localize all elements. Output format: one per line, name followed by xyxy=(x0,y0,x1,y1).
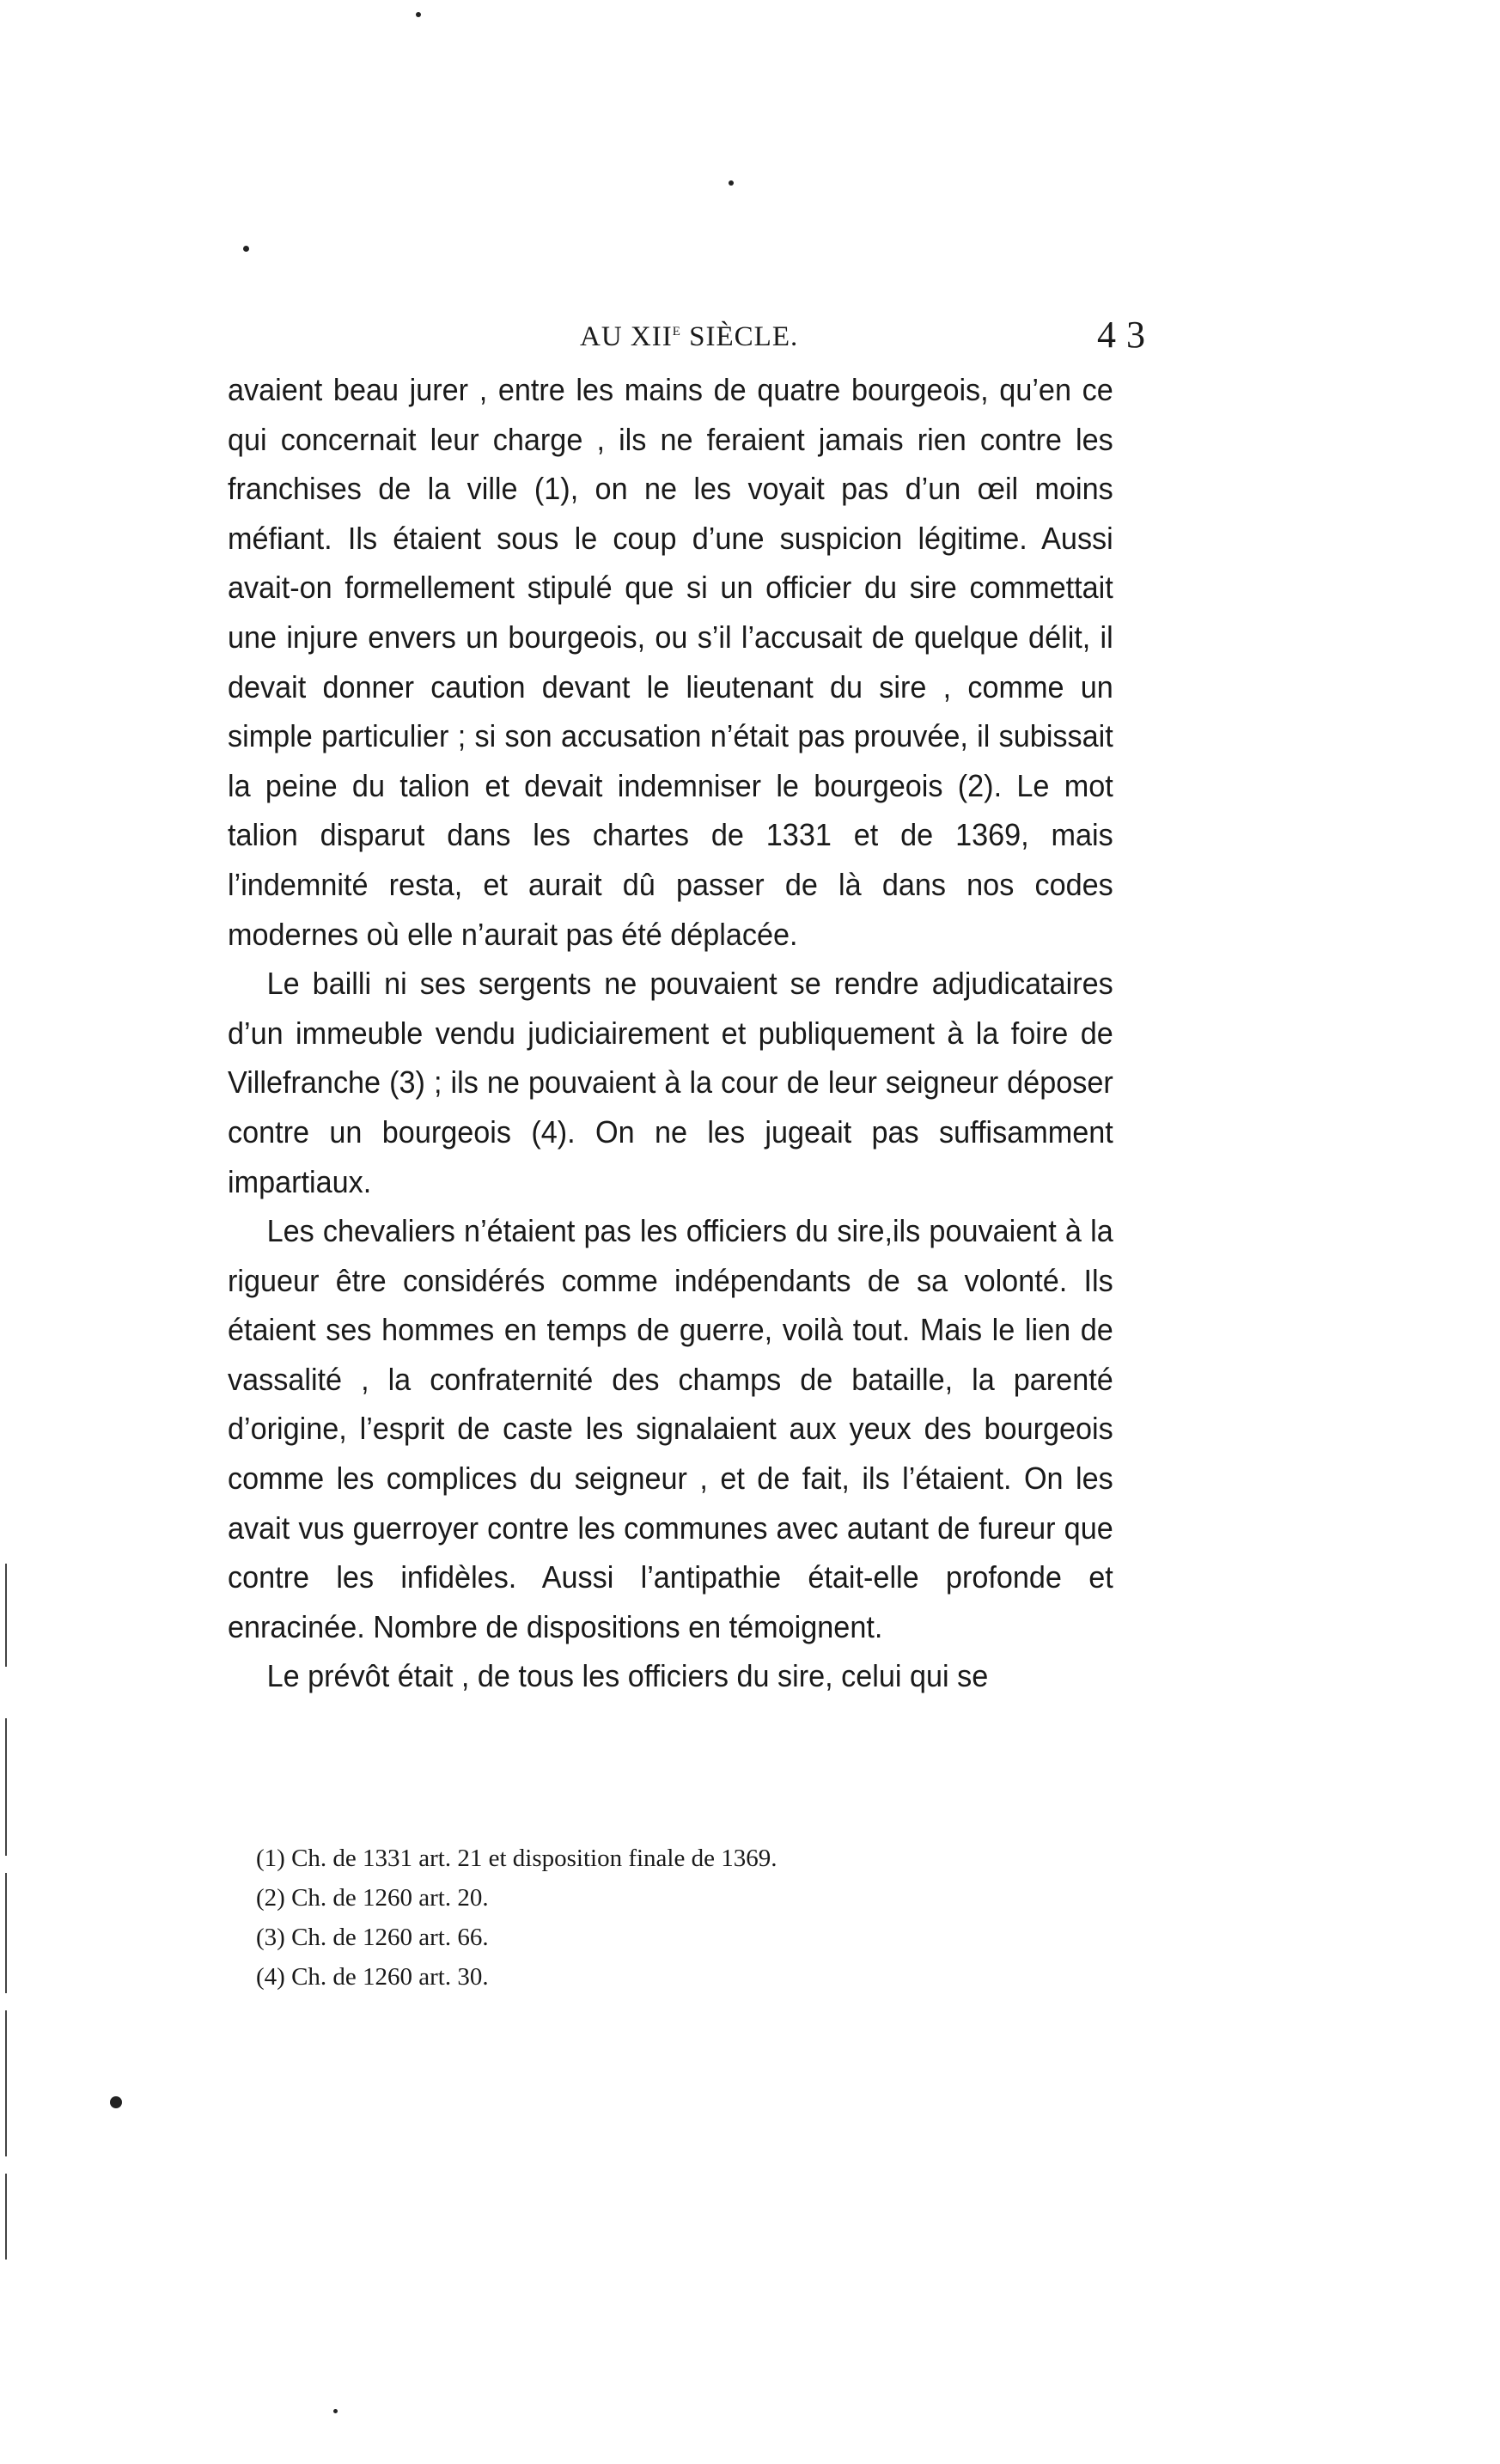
scan-speck xyxy=(729,180,734,186)
scan-speck xyxy=(243,246,249,252)
page-number: 43 xyxy=(1097,314,1155,356)
footnote-1: (1) Ch. de 1331 art. 21 et disposition finale de 1369. xyxy=(256,1845,777,1872)
footnote-3: (3) Ch. de 1260 art. 66. xyxy=(256,1924,489,1951)
footnote-4: (4) Ch. de 1260 art. 30. xyxy=(256,1963,489,1991)
paragraph-bailli: Le bailli ni ses sergents ne pouvaient se rendre adjudicataires d’un immeuble vendu judiciairement et publiquement à la foire de Villefranche (3) ; ils ne pouvaient à la cour de leur seigneur déposer contre un bourgeois (4). On ne les jugeait pas suffisamment impartiaux. xyxy=(228,966,1113,1199)
scan-edge-line xyxy=(5,2010,7,2156)
running-title-text: AU XII xyxy=(580,321,673,352)
paragraph-chevaliers: Les chevaliers n’étaient pas les officiers du sire,ils pouvaient à la rigueur être considérés comme indépendants de sa volonté. Ils étaient ses hommes en temps de guerre, voilà tout. Mais le lien de vassalité , la confraternité des champs de bataille, la parenté d’origine, l’esprit de caste les signalaient aux yeux des bourgeois comme les complices du seigneur , et de fait, ils l’étaient. On les avait vus guerroyer contre les communes avec autant de fureur que contre les infidèles. Aussi l’antipathie était-elle profonde et enracinée. Nombre de dispositions en témoignent. xyxy=(228,1213,1113,1644)
scan-edge-line xyxy=(5,1564,7,1667)
paragraph-prevot: Le prévôt était , de tous les officiers du sire, celui qui se xyxy=(266,1658,989,1694)
running-title-superscript: e xyxy=(672,318,681,339)
scan-edge-line xyxy=(5,1873,7,1993)
scan-speck xyxy=(333,2409,338,2413)
body-text xyxy=(228,365,1113,1701)
scan-speck xyxy=(110,2096,122,2108)
scan-edge-line xyxy=(5,2174,7,2260)
scan-edge-line xyxy=(5,1718,7,1856)
paragraph-continuation: avaient beau jurer , entre les mains de quatre bourgeois, qu’en ce qui concernait leur charge , ils ne feraient jamais rien contre les franchises de la ville (1), on ne les voyait pas d’un œil moins méfiant. Ils étaient sous le coup d’une suspicion légitime. Aussi avait-on formellement stipulé que si un officier du sire commettait une injure envers un bourgeois, ou s’il l’accusait de quelque délit, il devait donner caution devant le lieutenant du sire , comme un simple particulier ; si son accusation n’était pas prouvée, il subissait la peine du talion et devait indemniser le bourgeois (2). Le mot talion disparut dans les chartes de 1331 et de 1369, mais l’indemnité resta, et aurait dû passer de là dans nos codes modernes où elle n’aurait pas été déplacée. xyxy=(228,372,1113,952)
footnotes xyxy=(256,1839,1115,1997)
running-title xyxy=(580,318,798,353)
footnote-2: (2) Ch. de 1260 art. 20. xyxy=(256,1884,489,1912)
scan-speck xyxy=(416,12,421,17)
running-head xyxy=(228,314,1155,361)
running-title-end: SIÈCLE. xyxy=(680,321,799,352)
